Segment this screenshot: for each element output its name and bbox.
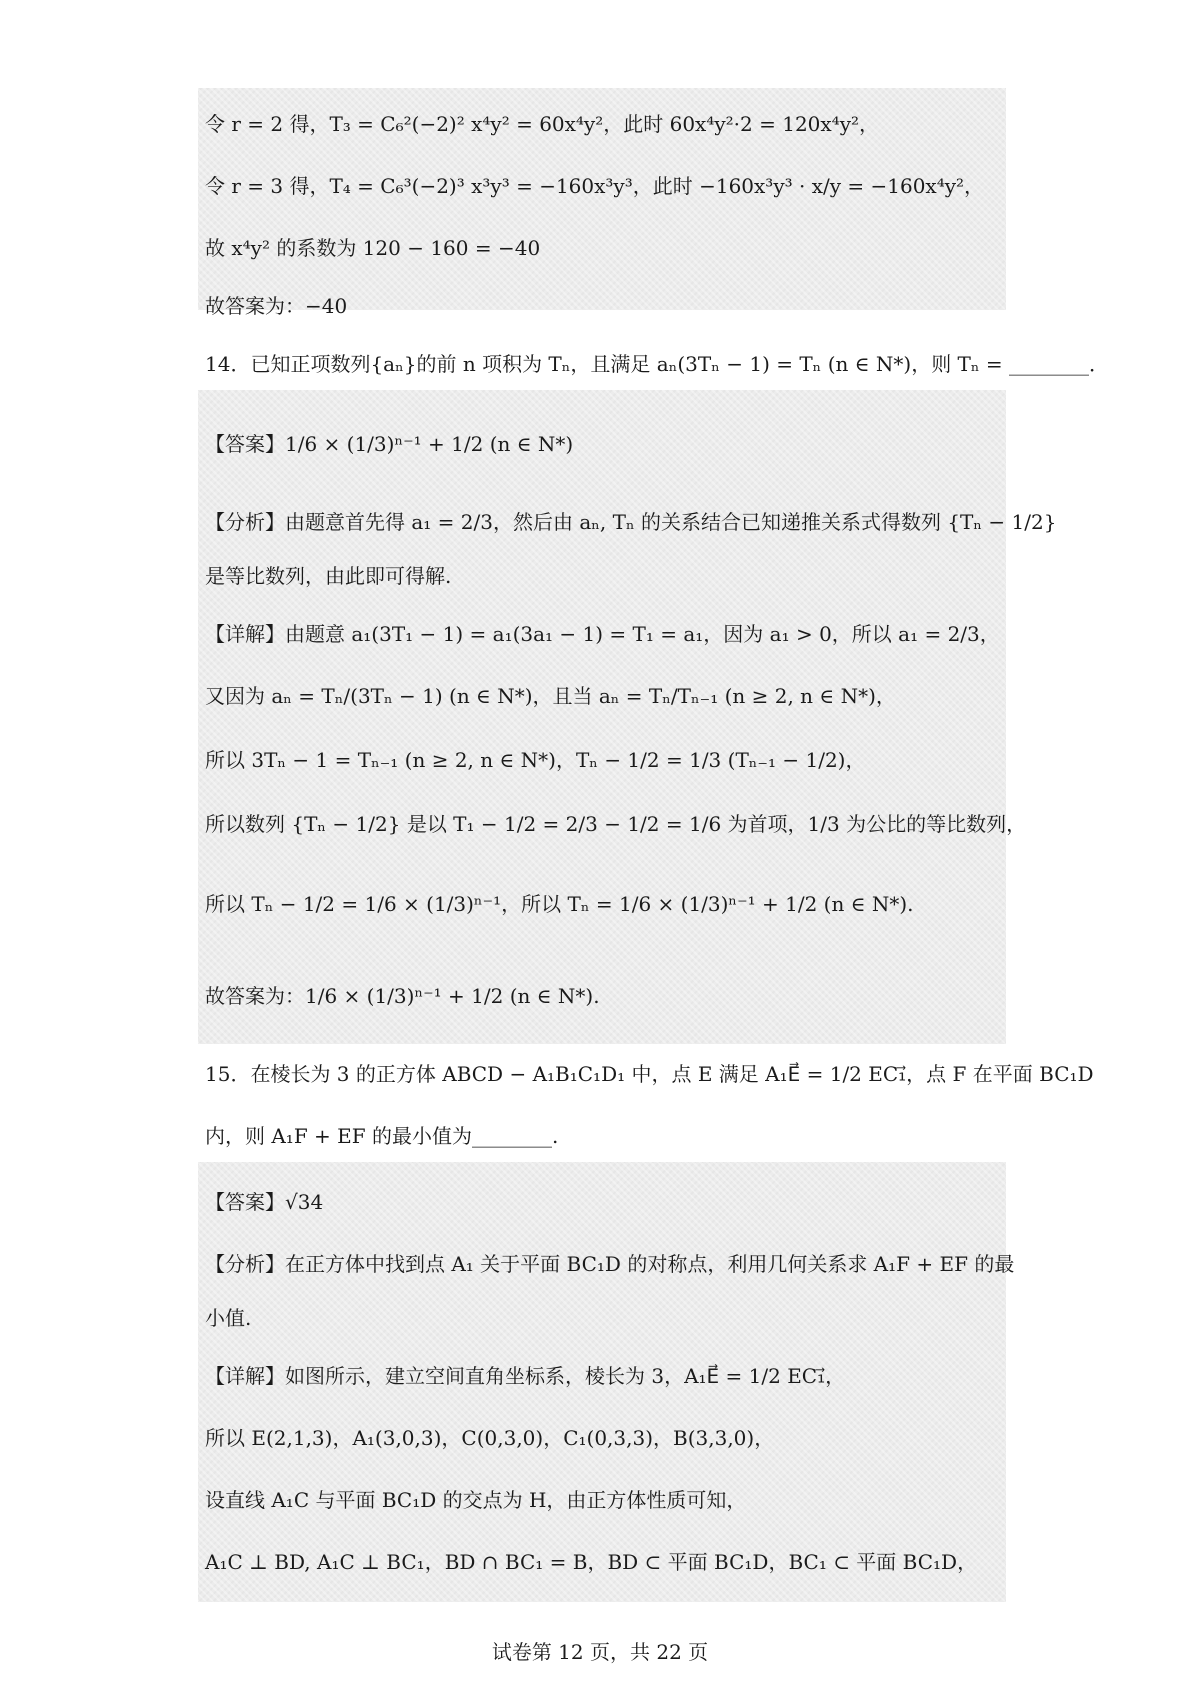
q14-final: 故答案为：1/6 × (1/3)ⁿ⁻¹ + 1/2 (n ∈ N*). bbox=[205, 984, 600, 1008]
q14-detail3: 所以 3Tₙ − 1 = Tₙ₋₁ (n ≥ 2, n ∈ N*)，Tₙ − 1/2 = 1/3 (Tₙ₋₁ − 1/2)， bbox=[205, 748, 866, 772]
q15-answer: 【答案】√34 bbox=[205, 1190, 324, 1214]
q15-analysis1: 【分析】在正方体中找到点 A₁ 关于平面 BC₁D 的对称点，利用几何关系求 A₁F + EF 的最 bbox=[205, 1252, 1015, 1276]
q15-detail4: A₁C ⊥ BD, A₁C ⊥ BC₁，BD ∩ BC₁ = B，BD ⊂ 平面 BC₁D，BC₁ ⊂ 平面 BC₁D， bbox=[205, 1550, 978, 1574]
q15-stem2: 内，则 A₁F + EF 的最小值为________. bbox=[205, 1124, 559, 1148]
q14-stem: 14．已知正项数列{aₙ}的前 n 项积为 Tₙ，且满足 aₙ(3Tₙ − 1) = Tₙ (n ∈ N*)，则 Tₙ = ________． bbox=[205, 352, 1110, 376]
q14-answer: 【答案】1/6 × (1/3)ⁿ⁻¹ + 1/2 (n ∈ N*) bbox=[205, 432, 574, 456]
page-footer: 试卷第 12 页，共 22 页 bbox=[491, 1640, 709, 1664]
q15-detail3: 设直线 A₁C 与平面 BC₁D 的交点为 H，由正方体性质可知， bbox=[205, 1488, 747, 1512]
solution13-line4: 故答案为：−40 bbox=[205, 294, 348, 318]
q14-analysis1: 【分析】由题意首先得 a₁ = 2/3，然后由 aₙ, Tₙ 的关系结合已知递推关系式得数列 {Tₙ − 1/2} bbox=[205, 510, 1057, 534]
q15-analysis2: 小值. bbox=[205, 1306, 252, 1330]
solution13-line3: 故 x⁴y² 的系数为 120 − 160 = −40 bbox=[205, 236, 541, 260]
q15-detail1: 【详解】如图所示，建立空间直角坐标系，棱长为 3，A₁E⃗ = 1/2 EC₁⃗， bbox=[205, 1364, 846, 1388]
solution-block-14 bbox=[198, 390, 1006, 1044]
q15-detail2: 所以 E(2,1,3)，A₁(3,0,3)，C(0,3,0)，C₁(0,3,3)，B(3,3,0)， bbox=[205, 1426, 775, 1450]
solution13-line1: 令 r = 2 得，T₃ = C₆²(−2)² x⁴y² = 60x⁴y²，此时 60x⁴y²·2 = 120x⁴y²， bbox=[205, 112, 880, 136]
q14-detail1: 【详解】由题意 a₁(3T₁ − 1) = a₁(3a₁ − 1) = T₁ = a₁，因为 a₁ > 0，所以 a₁ = 2/3， bbox=[205, 622, 1000, 646]
q14-detail4: 所以数列 {Tₙ − 1/2} 是以 T₁ − 1/2 = 2/3 − 1/2 = 1/6 为首项，1/3 为公比的等比数列， bbox=[205, 812, 1027, 836]
q15-stem1: 15．在棱长为 3 的正方体 ABCD − A₁B₁C₁D₁ 中，点 E 满足 A₁E⃗ = 1/2 EC₁⃗，点 F 在平面 BC₁D bbox=[205, 1062, 1094, 1086]
q14-analysis2: 是等比数列，由此即可得解. bbox=[205, 564, 452, 588]
solution13-line2: 令 r = 3 得，T₄ = C₆³(−2)³ x³y³ = −160x³y³，此时 −160x³y³ · x/y = −160x⁴y²， bbox=[205, 174, 985, 198]
q14-detail5: 所以 Tₙ − 1/2 = 1/6 × (1/3)ⁿ⁻¹，所以 Tₙ = 1/6 × (1/3)ⁿ⁻¹ + 1/2 (n ∈ N*). bbox=[205, 892, 914, 916]
q14-detail2: 又因为 aₙ = Tₙ/(3Tₙ − 1) (n ∈ N*)，且当 aₙ = Tₙ/Tₙ₋₁ (n ≥ 2, n ∈ N*)， bbox=[205, 684, 896, 708]
